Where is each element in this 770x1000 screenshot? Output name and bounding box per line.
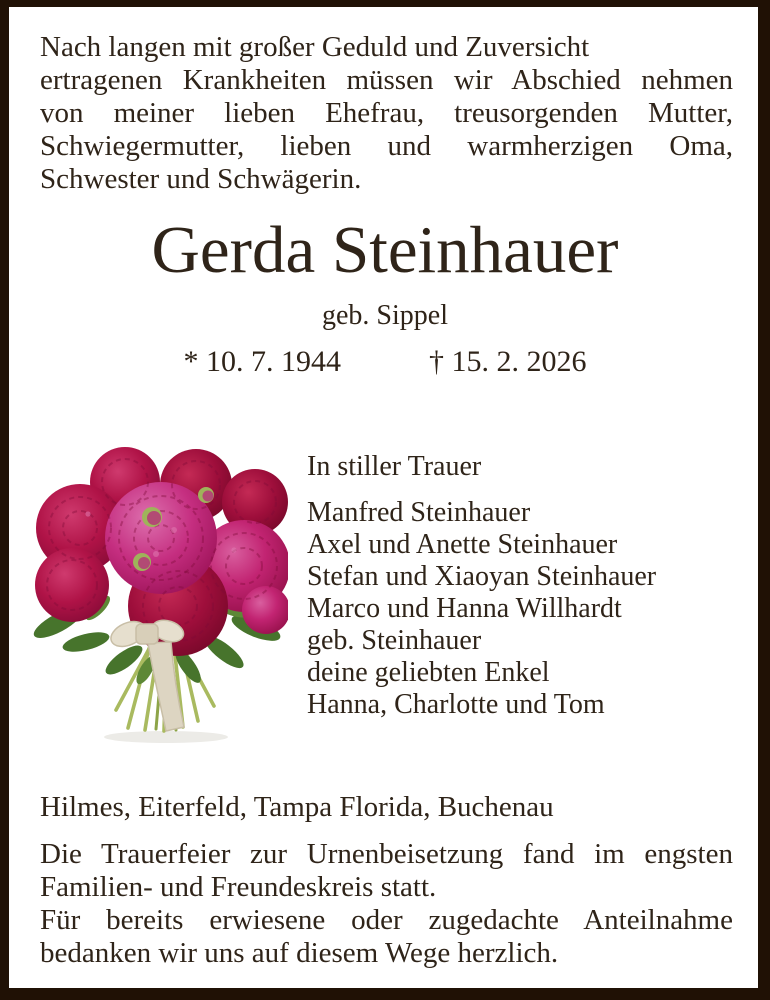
intro-paragraph	[40, 31, 733, 196]
intro-line: Nach langen mit großer Geduld und Zuversicht	[40, 31, 590, 63]
intro-line: von meiner lieben Ehefrau, treusorgenden Mutter,	[40, 97, 733, 129]
cities-line: Hilmes, Eiterfeld, Tampa Florida, Buchenau	[40, 791, 554, 823]
mourner-line: Stefan und Xiaoyan Steinhauer	[307, 561, 657, 592]
mourner-line: geb. Steinhauer	[307, 625, 482, 656]
closing-line: bedanken wir uns auf diesem Wege herzlich.	[40, 937, 559, 969]
mourner-line: Axel und Anette Steinhauer	[307, 529, 618, 560]
intro-line: Schwester und Schwägerin.	[40, 163, 362, 195]
closing-line: Familien- und Freundeskreis statt.	[40, 871, 437, 903]
mourner-line: Hanna, Charlotte und Tom	[307, 689, 605, 720]
closing-line: Für bereits erwiesene oder zugedachte Anteilnahme	[40, 904, 733, 936]
mourner-line: deine geliebten Enkel	[307, 657, 550, 688]
death-date: † 15. 2. 2026	[429, 345, 587, 378]
life-dates	[0, 344, 770, 380]
intro-line: Schwiegermutter, lieben und warmherzigen Oma,	[40, 130, 733, 162]
mourner-line: Manfred Steinhauer	[307, 497, 531, 528]
mourner-line: Marco und Hanna Willhardt	[307, 593, 622, 624]
peony-bouquet-image	[28, 438, 288, 744]
intro-line: ertragenen Krankheiten müssen wir Abschied nehmen	[40, 64, 733, 96]
closing-line: Die Trauerfeier zur Urnenbeisetzung fand im engsten	[40, 838, 733, 870]
deceased-name: Gerda Steinhauer	[151, 213, 619, 287]
condolence-heading: In stiller Trauer	[307, 451, 482, 482]
birth-date: * 10. 7. 1944	[183, 345, 341, 378]
maiden-name: geb. Sippel	[322, 300, 448, 331]
bouquet-photo	[28, 438, 288, 744]
mourners-block	[307, 451, 717, 721]
closing-paragraph	[40, 838, 733, 970]
